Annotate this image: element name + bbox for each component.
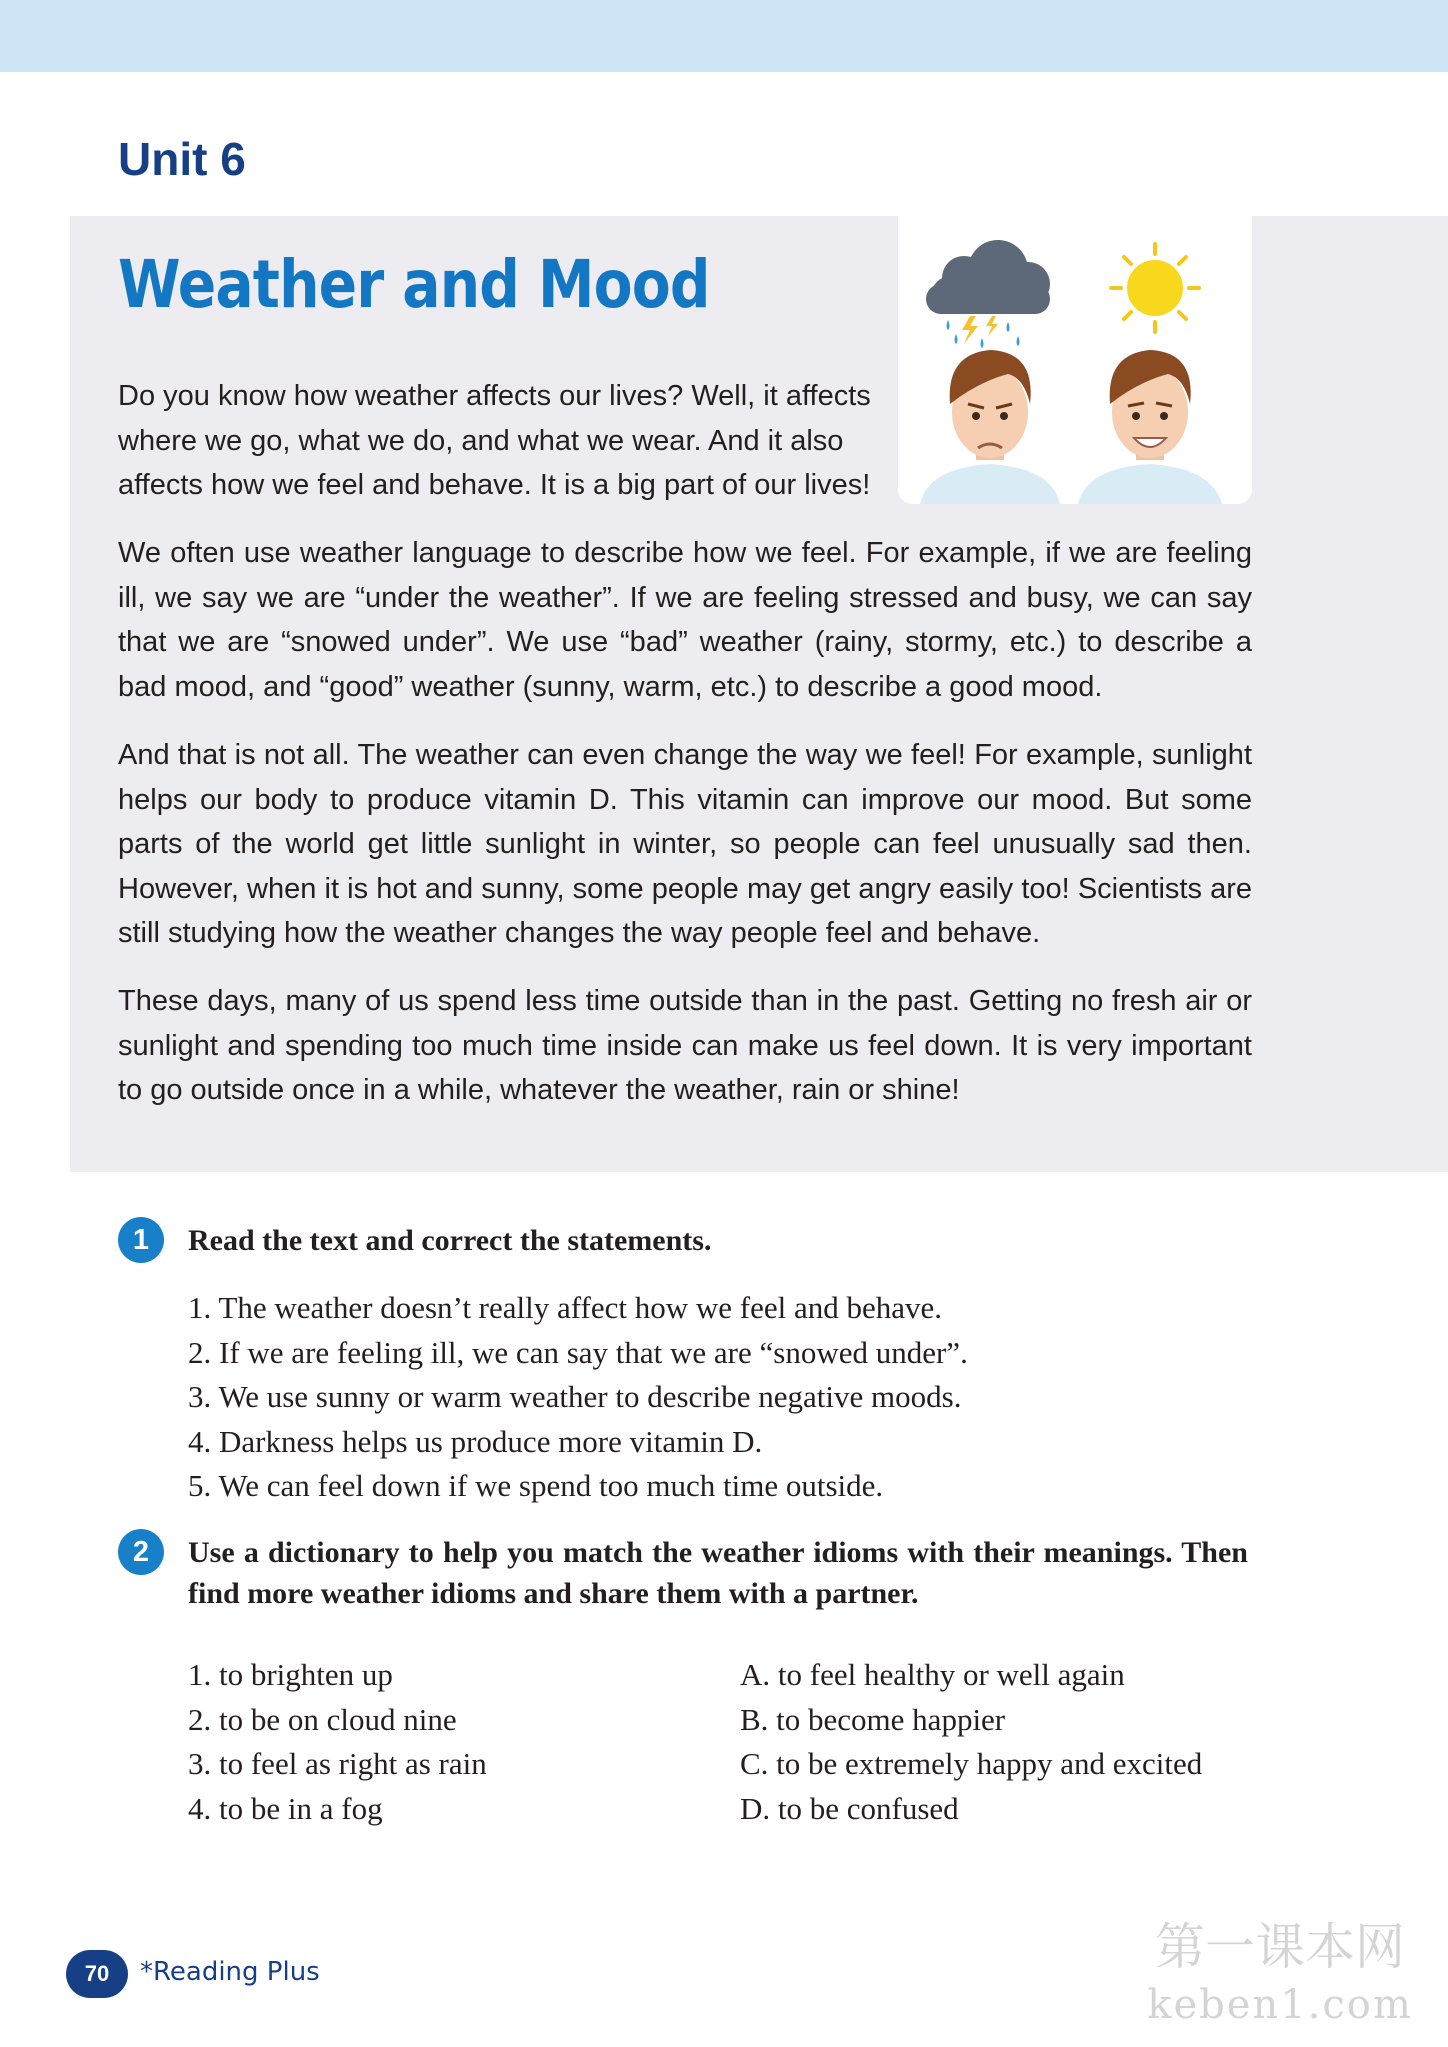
list-item: 1. to brighten up [188,1657,393,1692]
list-item: 2. If we are feeling ill, we can say that we are “snowed under”. [188,1334,968,1370]
meaning-list [740,1653,1202,1831]
exercise-1-statement-list [188,1286,968,1509]
sun-icon [1111,244,1199,332]
list-item: 4. Darkness helps us produce more vitamin D. [188,1423,763,1459]
exercise-1-number-badge: 1 [118,1217,164,1263]
weather-mood-illustration [898,216,1252,504]
list-item: 2. to be on cloud nine [188,1701,457,1737]
exercise-2-instruction: Use a dictionary to help you match the weather idioms with their meanings. Then find more weather idioms and share them with a partner. [188,1536,1248,1610]
list-item: C. to be extremely happy and excited [740,1746,1203,1781]
page-title: Weather and Mood [118,246,710,323]
list-item: 3. to feel as right as rain [188,1746,487,1781]
unit-label: Unit 6 [118,133,246,185]
sad-face-icon [920,350,1060,504]
exercise-1-instruction: Read the text and correct the statements. [188,1224,712,1257]
reading-paragraph-2: We often use weather language to describe how we feel. For example, if we are feeling ill, we say we are “under the weather”. If we are feeling stressed and busy, we can say that we are “snowed under”. We use “bad” weather (rainy, stormy, etc.) to describe a bad mood, and “good” weather (sunny, warm, etc.) to describe a good mood. [118,537,1252,703]
idiom-list [188,1653,487,1831]
section-label: *Reading Plus [140,1957,320,1987]
watermark-line-1: 第一课本网 [1155,1918,1405,1976]
storm-cloud-icon [926,240,1050,348]
happy-face-icon [1078,350,1222,504]
list-item: A. to feel healthy or well again [740,1657,1125,1692]
reading-paragraph-3: And that is not all. The weather can even change the way we feel! For example, sunlight helps our body to produce vitamin D. This vitamin can improve our mood. But some parts of the world get little sunlight in winter, so people can feel unusually sad then. However, when it is hot and sunny, some people may get angry easily too! Scientists are still studying how the weather changes the way people feel and behave. [118,739,1252,949]
list-item: 4. to be in a fog [188,1790,383,1826]
list-item: 3. We use sunny or warm weather to describe negative moods. [188,1379,962,1414]
watermark-line-2: keben1.com [1147,1982,1413,2028]
top-color-band [0,0,1448,72]
list-item: 5. We can feel down if we spend too much time outside. [188,1468,884,1503]
list-item: 1. The weather doesn’t really affect how we feel and behave. [188,1290,943,1325]
page-number: 70 [66,1950,128,1998]
list-item: D. to be confused [740,1790,959,1826]
list-item: B. to become happier [740,1701,1006,1737]
reading-paragraph-1: Do you know how weather affects our lives? Well, it affects where we go, what we do, and what we wear. And it also affects how we feel and behave. It is a big part of our lives! [118,380,871,501]
watermark [1130,1918,1430,2034]
reading-paragraph-4: These days, many of us spend less time outside than in the past. Getting no fresh air or sunlight and spending too much time inside can make us feel down. It is very important to go outside once in a while, whatever the weather, rain or shine! [118,985,1252,1106]
exercise-2-number-badge: 2 [118,1529,164,1575]
